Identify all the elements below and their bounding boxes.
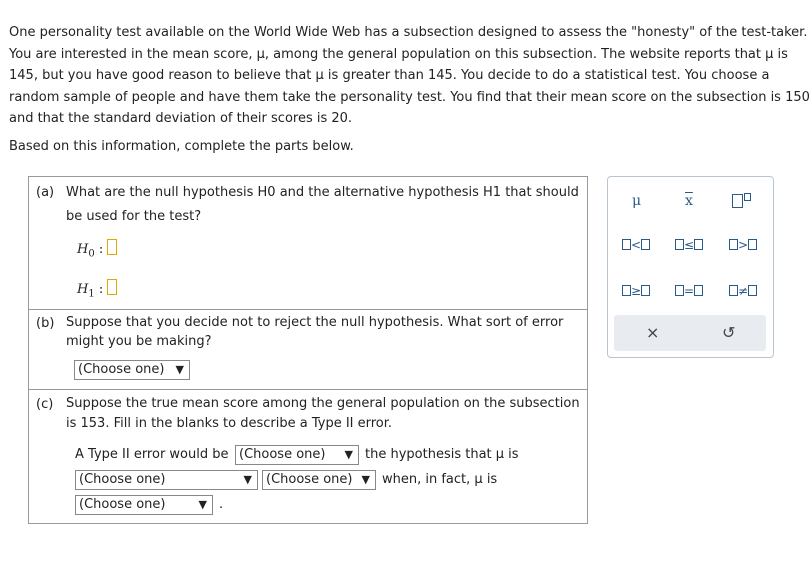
part-c-text: Suppose the true mean score among the general population on the subsection is 153. Fill in the blanks to describe a Type II error. [66,396,580,431]
h1-sub: 1 [88,288,95,300]
part-c [29,390,587,523]
h0-answer-box[interactable] [107,239,117,255]
dropdown-arrow-icon: ▼ [361,473,370,486]
intro-line-5: and that the standard deviation of their scores is 20. [9,111,353,126]
part-c-mid: the hypothesis that μ is [365,447,519,462]
part-c-select-3[interactable] [262,470,376,490]
part-c-select-1[interactable] [235,445,359,465]
dropdown-arrow-icon: ▼ [344,448,353,461]
h1-symbol: H [77,282,89,297]
part-a-line-2: be used for the test? [66,209,202,224]
instruction: Based on this information, complete the parts below. [9,139,354,154]
xbar-button[interactable]: $\overline{x}$ [685,193,693,209]
part-c-select-4-value: (Choose one) [79,497,166,512]
h0-row [77,239,117,260]
part-a-text [66,182,581,228]
palette-actions [614,315,766,351]
part-c-prefix: A Type II error would be [75,447,229,462]
part-a-label: (a) [36,185,55,200]
math-symbol-palette [607,176,774,358]
dropdown-arrow-icon: ▼ [198,498,207,511]
greater-than-button[interactable] [729,238,757,252]
intro-line-4: random sample of people and have them take the personality test. You find that their mean score on the subsection is 150 [9,89,810,105]
part-c-suffix: when, in fact, μ is [382,472,498,487]
part-a [29,177,587,310]
h1-colon: : [98,282,104,297]
not-equal-button[interactable] [729,284,757,298]
less-equal-button[interactable] [675,238,703,252]
part-c-select-2-value: (Choose one) [79,472,166,487]
dropdown-arrow-icon: ▼ [175,363,184,376]
part-c-select-3-value: (Choose one) [266,472,353,487]
h0-sub: 0 [88,248,95,260]
part-b-error-select[interactable] [74,360,190,380]
part-c-period: . [219,497,224,512]
undo-icon[interactable]: ↺ [722,323,736,342]
ge-symbol: ≥ [631,284,642,298]
greater-equal-button[interactable] [622,284,650,298]
part-c-select-4[interactable] [75,495,213,515]
ne-symbol: ≠ [738,284,749,298]
part-b-label: (b) [36,316,55,331]
intro-line-1: One personality test available on the World Wide Web has a subsection designed to assess the "honesty" of the test-taker. [9,25,808,40]
part-b-select-value: (Choose one) [78,362,165,377]
part-c-select-1-value: (Choose one) [239,447,326,462]
part-c-select-2[interactable] [75,470,258,490]
equal-button[interactable] [675,284,703,298]
part-b [29,310,587,390]
h0-colon: : [98,242,104,257]
question-box [28,176,588,524]
eq-symbol: = [684,284,695,298]
mu-button[interactable]: μ [632,193,642,209]
gt-symbol: > [738,238,749,252]
dropdown-arrow-icon: ▼ [243,473,252,486]
less-than-button[interactable] [622,238,650,252]
intro-line-2: You are interested in the mean score, μ, among the general population on this subsection. The website reports that μ is [9,46,788,62]
h1-answer-box[interactable] [107,279,117,295]
superscript-button[interactable] [732,193,751,210]
part-a-line-1: What are the null hypothesis H0 and the alternative hypothesis H1 that should [66,185,579,200]
h0-symbol: H [77,242,89,257]
lt-symbol: < [631,238,642,252]
le-symbol: ≤ [684,238,695,252]
problem-statement [9,22,810,130]
clear-icon[interactable]: × [646,323,660,342]
h1-row [77,279,117,300]
intro-line-3: 145, but you have good reason to believe that μ is greater than 145. You decide to do a statistical test. You choose a [9,68,770,83]
part-b-text: Suppose that you decide not to reject the null hypothesis. What sort of error might you be making? [66,315,564,349]
part-c-label: (c) [36,397,54,412]
